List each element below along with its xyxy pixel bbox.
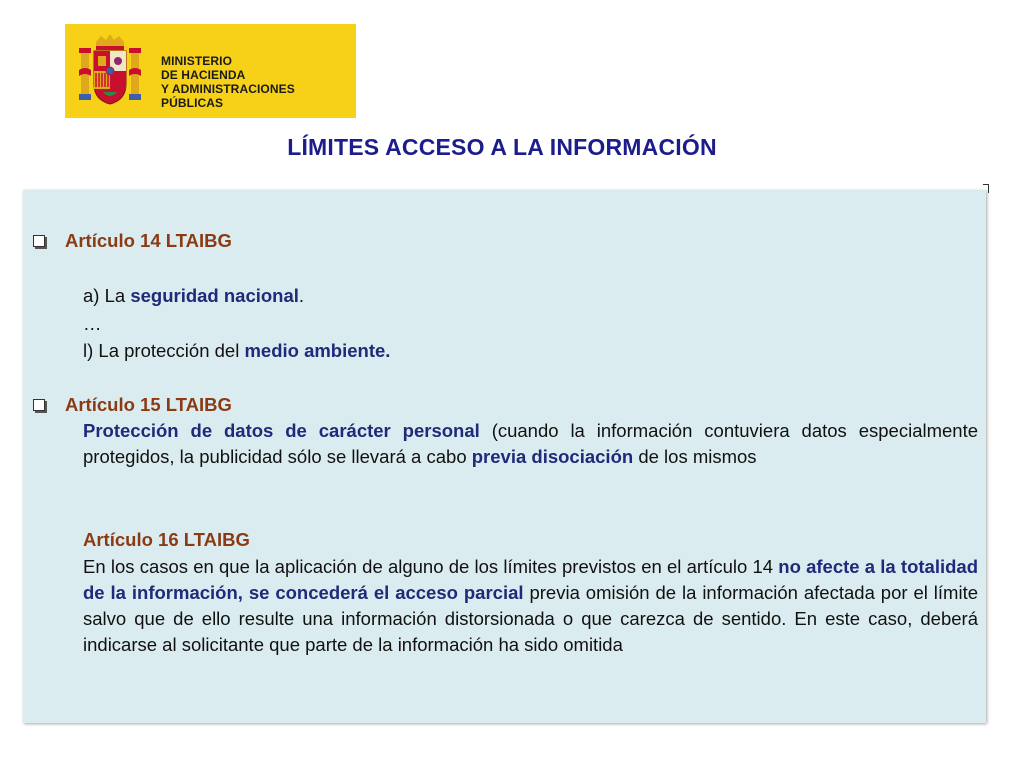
article-15-text-2: de los mismos xyxy=(633,446,757,467)
article-14-item-l xyxy=(83,338,390,364)
article-16-text-2: previa omisión de la información afectada por el límite salvo que de ello resulte una información distorsionada o que carezca de sentido. En este caso, deberá indicarse al solicitante que parte de la información ha sido omitida xyxy=(83,582,979,655)
ministry-logo xyxy=(65,24,356,118)
article-16-text-1: En los casos en que la aplicación de alguno de los límites previstos en el artículo 14 xyxy=(83,556,779,577)
article-14-ellipsis: … xyxy=(83,313,102,334)
ministry-name xyxy=(161,54,356,110)
article-15-bold-2: previa disociación xyxy=(471,446,634,467)
bullet-article-14 xyxy=(33,228,232,254)
item-l-prefix: l) La protección del xyxy=(83,340,245,361)
article-16-heading: Artículo 16 LTAIBG xyxy=(83,529,250,550)
bullet-article-15 xyxy=(33,392,232,418)
article-16-paragraph xyxy=(83,554,978,658)
item-l-bold: medio ambiente. xyxy=(244,340,391,361)
article-15-bold-1: Protección de datos de carácter personal xyxy=(83,420,480,441)
coat-of-arms-icon xyxy=(79,34,141,108)
ministry-line-2: DE HACIENDA xyxy=(161,68,246,82)
item-a-suffix: . xyxy=(298,285,305,306)
article-15-text-1: (cuando la información contuviera datos especialmente protegidos, la publicidad sólo se llevará a cabo xyxy=(83,420,979,467)
content-panel xyxy=(23,190,986,723)
article-15-heading: Artículo 15 LTAIBG xyxy=(65,394,232,415)
ministry-line-1: MINISTERIO xyxy=(161,54,233,68)
ministry-line-3: Y ADMINISTRACIONES PÚBLICAS xyxy=(161,82,295,110)
article-15-paragraph xyxy=(83,418,978,470)
article-14-item-a xyxy=(83,283,304,309)
item-a-prefix: a) La xyxy=(83,285,131,306)
article-16-bold-1: no afecte a la totalidad de la información, se concederá el acceso parcial xyxy=(83,556,978,603)
item-a-bold: seguridad nacional xyxy=(130,285,299,306)
page-title: LÍMITES ACCESO A LA INFORMACIÓN xyxy=(287,134,717,160)
checkbox-bullet-icon xyxy=(33,399,45,411)
article-14-heading: Artículo 14 LTAIBG xyxy=(65,230,232,251)
checkbox-bullet-icon xyxy=(33,235,45,247)
